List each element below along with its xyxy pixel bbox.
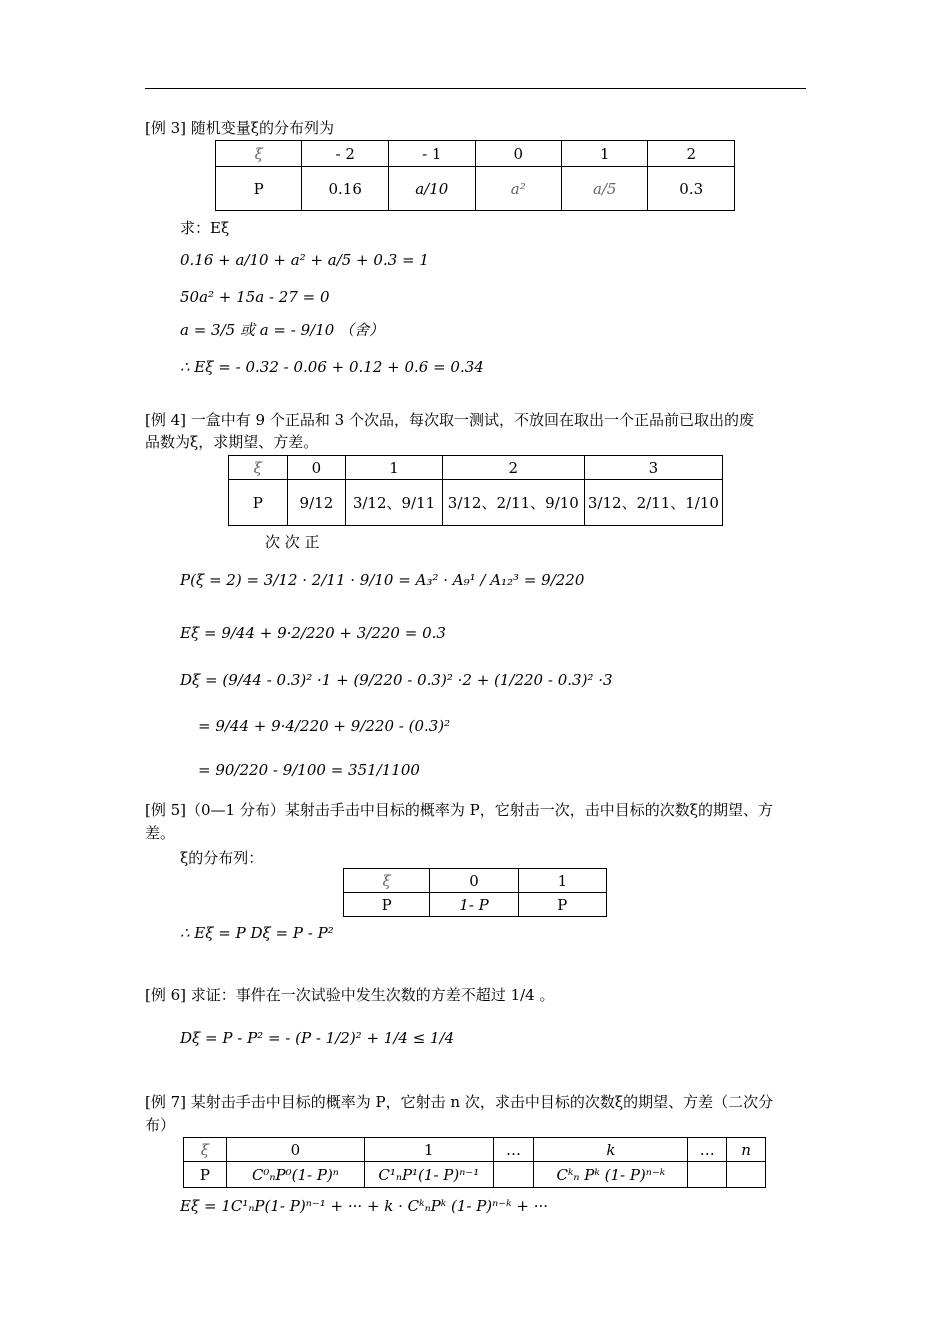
ex7-xi-header: ξ (184, 1138, 227, 1162)
ex5-title2: 差。 (145, 824, 176, 842)
ex4-value: 0 (287, 456, 346, 480)
header-rule (145, 88, 806, 89)
ex5-title: [例 5]（0—1 分布）某射击手击中目标的概率为 P，它射击一次，击中目标的次数ξ的期望、方 (145, 801, 773, 819)
ex6-end: 。 (539, 986, 555, 1004)
ex3-table (215, 140, 735, 211)
ex7-prob: C¹ₙP¹(1- P)ⁿ⁻¹ (365, 1162, 493, 1188)
ex4-labels: 次 次 正 (265, 533, 320, 551)
ex5-value: 0 (430, 869, 518, 893)
ex5-value: 1 (518, 869, 606, 893)
ex7-line1: Eξ = 1C¹ₙP(1- P)ⁿ⁻¹ + ··· + k · CᵏₙPᵏ (1- P)ⁿ⁻ᵏ + ··· (180, 1197, 549, 1215)
ex4-title: [例 4] 一盒中有 9 个正品和 3 个次品，每次取一测试，不放回在取出一个正品前已取出的废 (145, 411, 754, 429)
ex7-title2: 布） (145, 1116, 176, 1134)
ex7-value: 1 (365, 1138, 493, 1162)
ex5-prob: P (518, 893, 606, 917)
ex4-line3: Dξ = (9/44 - 0.3)² ·1 + (9/220 - 0.3)² ·2 + (1/220 - 0.3)² ·3 (180, 671, 613, 689)
ex3-value: - 1 (388, 141, 475, 167)
ex4-prob: 9/12 (287, 480, 346, 526)
ex4-value: 3 (584, 456, 722, 480)
ex3-line2: 50a² + 15a - 27 = 0 (180, 288, 330, 306)
ex4-xi-header: ξ (229, 456, 288, 480)
ex4-table (228, 455, 723, 526)
ex4-prob: 3/12、2/11、9/10 (442, 480, 584, 526)
ex4-prob: 3/12、9/11 (346, 480, 443, 526)
ex3-value: - 2 (302, 141, 389, 167)
ex3-xi-header: ξ (216, 141, 302, 167)
ex3-value: 0 (475, 141, 561, 167)
ex3-prob: a² (475, 167, 561, 211)
ex4-line2: Eξ = 9/44 + 9·2/220 + 3/220 = 0.3 (180, 624, 446, 642)
ex4-title2: 品数为ξ，求期望、方差。 (145, 433, 319, 451)
ex7-title: [例 7] 某射击手击中目标的概率为 P，它射击 n 次，求击中目标的次数ξ的期望、方差（二次分 (145, 1093, 774, 1111)
ex3-line1: 0.16 + a/10 + a² + a/5 + 0.3 = 1 (180, 251, 429, 269)
ex3-line3: a = 3/5 或 a = - 9/10 （舍） (180, 321, 385, 339)
ex7-prob: C⁰ₙP⁰(1- P)ⁿ (226, 1162, 364, 1188)
ex5-prob: 1- P (430, 893, 518, 917)
ex6-frac: 1/4 (510, 986, 535, 1004)
ex7-prob (493, 1162, 534, 1188)
ex5-result: ∴ Eξ = P Dξ = P - P² (180, 924, 334, 942)
ex4-line4: = 9/44 + 9·4/220 + 9/220 - (0.3)² (198, 717, 451, 735)
ex5-p-label: P (344, 893, 430, 917)
ex7-table (183, 1137, 766, 1188)
ex7-value: 0 (226, 1138, 364, 1162)
ex7-value: … (688, 1138, 727, 1162)
ex4-value: 2 (442, 456, 584, 480)
ex4-prob: 3/12、2/11、1/10 (584, 480, 722, 526)
ex3-line4: ∴ Eξ = - 0.32 - 0.06 + 0.12 + 0.6 = 0.34 (180, 358, 484, 376)
ex7-value: … (493, 1138, 534, 1162)
ex7-value: n (727, 1138, 766, 1162)
ex7-prob (727, 1162, 766, 1188)
ex4-line1: P(ξ = 2) = 3/12 · 2/11 · 9/10 = A₃² · A₉¹ / A₁₂³ = 9/220 (180, 571, 585, 589)
ex3-p-label: P (216, 167, 302, 211)
ex6-line1: Dξ = P - P² = - (P - 1/2)² + 1/4 ≤ 1/4 (180, 1029, 455, 1047)
ex4-line5: = 90/220 - 9/100 = 351/1100 (198, 761, 420, 779)
ex7-value: k (534, 1138, 688, 1162)
ex7-prob: Cᵏₙ Pᵏ (1- P)ⁿ⁻ᵏ (534, 1162, 688, 1188)
ex5-sub: ξ的分布列： (180, 849, 264, 867)
ex3-value: 1 (561, 141, 648, 167)
ex7-prob (688, 1162, 727, 1188)
ex4-value: 1 (346, 456, 443, 480)
ex3-title: [例 3] 随机变量ξ的分布列为 (145, 119, 335, 137)
ex6-title: [例 6] 求证：事件在一次试验中发生次数的方差不超过 (145, 986, 506, 1004)
ex6-title-row (145, 985, 555, 1005)
ex3-ask: 求：Eξ (180, 219, 230, 237)
ex3-prob: 0.3 (648, 167, 735, 211)
ex5-xi-header: ξ (344, 869, 430, 893)
ex4-p-label: P (229, 480, 288, 526)
ex3-prob: 0.16 (302, 167, 389, 211)
ex3-prob: a/10 (388, 167, 475, 211)
ex7-p-label: P (184, 1162, 227, 1188)
ex3-value: 2 (648, 141, 735, 167)
ex3-prob: a/5 (561, 167, 648, 211)
ex5-table (343, 868, 607, 917)
